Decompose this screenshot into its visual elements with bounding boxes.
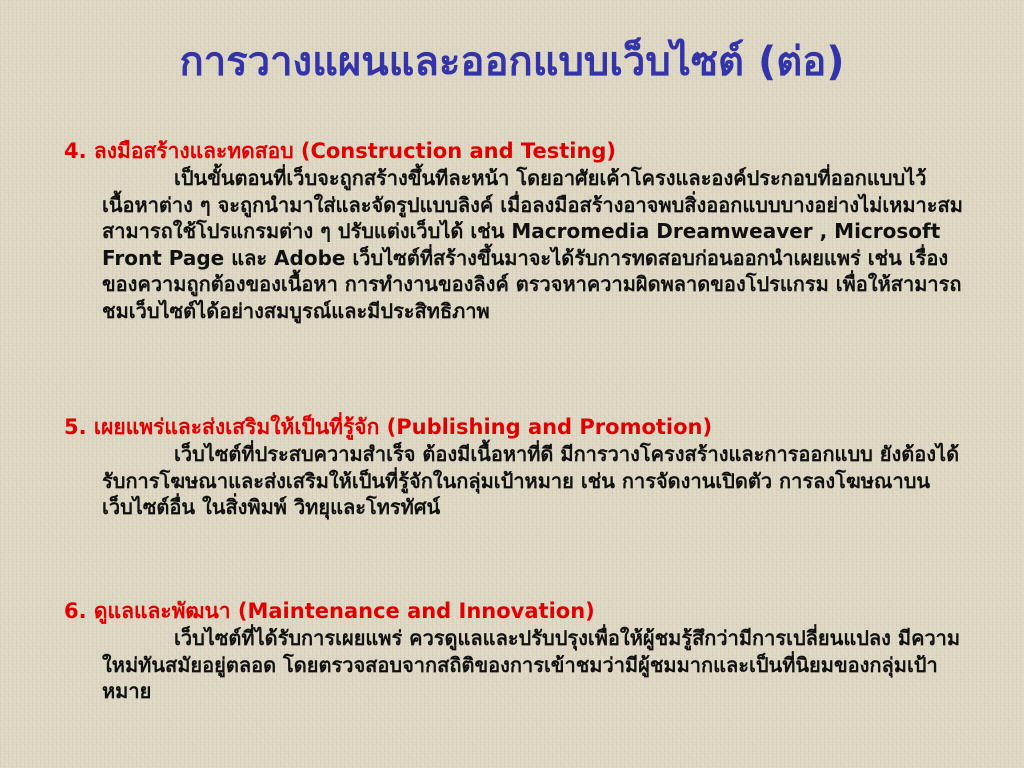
section-publishing-promotion — [64, 413, 984, 521]
section-maintenance-innovation — [64, 597, 984, 705]
section-body-text: เป็นขั้นตอนที่เว็บจะถูกสร้างขึ้นทีละหน้า โดยอาศัยเค้าโครงและองค์ประกอบที่ออกแบบไว้ เนื้อหาต่าง ๆ จะถูกนำมาใส่และจัดรูปแบบลิงค์ เมื่อลงมือสร้างอาจพบสิ่งออกแบบบางอย่างไม่เหมาะสม สามารถใช้โปรแกรมต่าง ๆ ปรับแต่งเว็บได้ เช่น Macromedia Dreamweaver , Microsoft Front Page และ Adobe เว็บไซต์ที่สร้างขึ้นมาจะได้รับการทดสอบก่อนออกนำเผยแพร่ เช่น เรื่องของความถูกต้องของเนื้อหา การทำงานของลิงค์ ตรวจหาความผิดพลาดของโปรแกรม เพื่อให้สามารถชมเว็บไซต์ได้อย่างสมบูรณ์และมีประสิทธิภาพ — [102, 166, 963, 323]
section-body — [102, 165, 982, 324]
section-heading: 6. ดูแลและพัฒนา (Maintenance and Innovation) — [64, 599, 595, 623]
section-body — [102, 625, 982, 705]
section-body-text: เว็บไซต์ที่ประสบความสำเร็จ ต้องมีเนื้อหาที่ดี มีการวางโครงสร้างและการออกแบบ ยังต้องได้รับการโฆษณาและส่งเสริมให้เป็นที่รู้จักในกลุ่มเป้าหมาย เช่น การจัดงานเปิดตัว การลงโฆษณาบนเว็บไซต์อื่น ในสิ่งพิมพ์ วิทยุและโทรทัศน์ — [102, 442, 960, 519]
section-body-text: เว็บไซต์ที่ได้รับการเผยแพร่ ควรดูแลและปรับปรุงเพื่อให้ผู้ชมรู้สึกว่ามีการเปลี่ยนแปลง มีความใหม่ทันสมัยอยู่ตลอด โดยตรวจสอบจากสถิติของการเข้าชมว่ามีผู้ชมมากและเป็นที่นิยมของกลุ่มเป้าหมาย — [102, 626, 961, 703]
section-construction-testing — [64, 137, 984, 324]
section-heading: 4. ลงมือสร้างและทดสอบ (Construction and Testing) — [64, 139, 617, 163]
slide-title: การวางแผนและออกแบบเว็บไซต์ (ต่อ) — [179, 39, 845, 85]
section-body — [102, 441, 982, 521]
section-heading: 5. เผยแพร่และส่งเสริมให้เป็นที่รู้จัก (Publishing and Promotion) — [64, 415, 713, 439]
